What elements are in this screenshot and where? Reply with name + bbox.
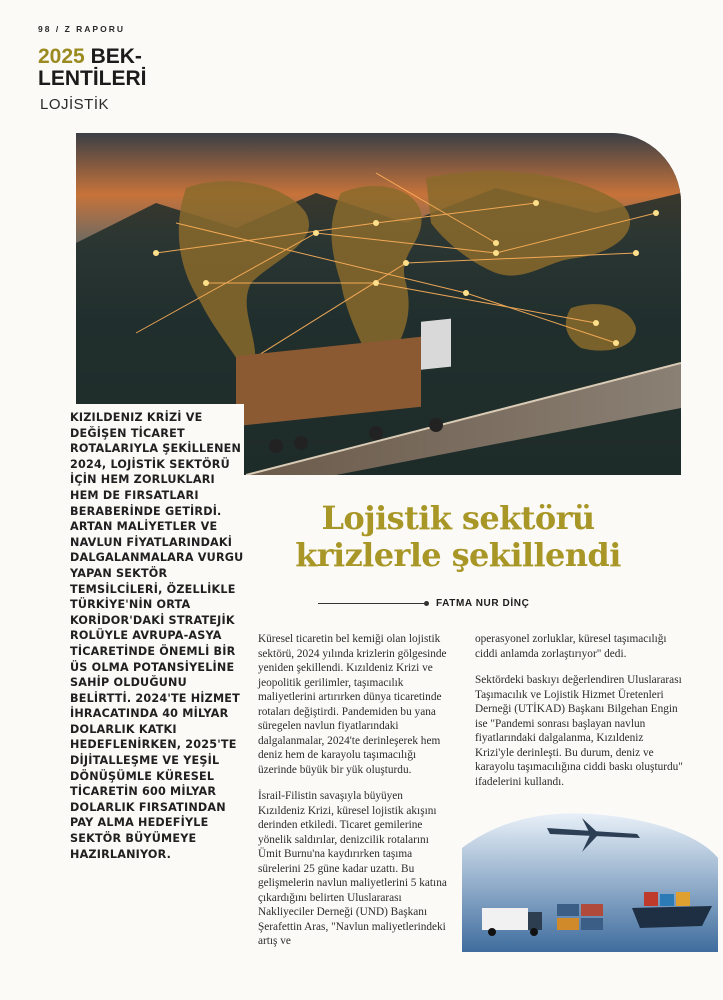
author-byline: FATMA NUR DİNÇ <box>436 598 530 609</box>
paragraph: operasyonel zorluklar, küresel taşımacılığı ciddi anlamda zorlaştırıyor" dedi. <box>475 633 667 660</box>
article-column-2 <box>475 632 685 801</box>
lead-text: KIZILDENIZ KRİZİ VE DEĞİŞEN TİCARET ROTALARIYLA ŞEKİLLENEN 2024, LOJİSTİK SEKTÖRÜ İÇİN HEM ZORLUKLARI HEM DE FIRSATLARI BERABERİNDE GETİRDİ. ARTAN MALİYETLER VE NAVLUN FİYATLARINDAKİ DALGALANMALARA VURGU YAPAN SEKTÖR TEMSİLCİLERİ, ÖZELLİKLE TÜRKİYE'NİN ORTA KORİDOR'DAKİ STRATEJİK ROLÜYLE AVRUPA-ASYA TİCARETİNDE ÖNEMLİ BİR ÜS OLMA POTANSİYELİNE SAHİP OLDUĞUNU BELİRTTİ. 2024'TE HİZMET İHRACATINDA 40 MİLYAR DOLARLIK KATKI HEDEFLENİRKEN, 2025'TE DİJİTALLEŞME VE YEŞİL DÖNÜŞÜMLE KÜRESEL TİCARETİN 600 MİLYAR DOLARLIK FIRSATINDAN PAY ALMA HEDEFİYLE SEKTÖR BÜYÜMEYE HAZIRLANIYOR. <box>70 411 244 861</box>
transport-collage-image <box>462 808 718 952</box>
article-column-1 <box>258 632 450 961</box>
headline-line2: krizlerle şekillendi <box>295 536 621 574</box>
paragraph: Küresel ticaretin bel kemiği olan lojistik sektörü, 2024 yılında krizlerin gölgesinde yeniden şekillendi. Kızıldeniz Krizi ve jeopolitik gerilimler, taşımacılık maliyetlerini artırırken dünya ticaretinde rotaları değiştirdi. Pandemiden bu yana süregelen navlun fiyatlarındaki dalgalanmalar, 2024'te derinleşerek hem deniz hem de karayolu taşımacılığı üzerinde büyük bir yük oluşturdu. <box>258 633 447 776</box>
page-header <box>38 24 125 34</box>
article-headline <box>258 500 658 574</box>
transport-collage <box>462 808 718 952</box>
section-title-part2: LENTİLERİ <box>38 67 147 90</box>
section-title-year: 2025 <box>38 45 85 68</box>
byline-row <box>318 598 529 609</box>
section-subtitle: LOJİSTİK <box>40 96 110 113</box>
byline-dot <box>424 601 429 606</box>
header-separator: / <box>55 24 61 34</box>
page-number: 98 <box>38 24 52 34</box>
section-title-part1: BEK- <box>90 45 142 68</box>
publication-name: Z RAPORU <box>64 24 125 34</box>
lead-panel <box>66 404 244 944</box>
paragraph: İsrail-Filistin savaşıyla büyüyen Kızıldeniz Krizi, küresel lojistik akışını derinden etkiledi. Ticaret gemilerine yönelik saldırılar, denizcilik rotalarını Ümit Burnu'na kaydırırken taşıma sürelerini 25 güne kadar uzattı. Bu gelişmelerin navlun maliyetlerini 5 katına çıkardığını belirten Uluslararası Nakliyeciler Derneği (UND) Başkanı Şerafettin Aras, "Navlun maliyetlerindeki artış ve <box>258 790 447 947</box>
section-title <box>38 46 147 90</box>
byline-rule <box>318 603 424 604</box>
headline-line1: Lojistik sektörü <box>321 499 595 537</box>
paragraph: Sektördeki baskıyı değerlendiren Uluslararası Taşımacılık ve Lojistik Hizmet Üretenleri Derneği (UTİKAD) Başkanı Bilgehan Engin ise "Pandemi sonrası başlayan navlun fiyatlarındaki dalgalanma, Kızıldeniz Krizi'yle derinleşti. Bu durum, deniz ve karayolu taşımacılığına ciddi baskı oluşturdu" ifadelerini kullandı. <box>475 674 683 788</box>
